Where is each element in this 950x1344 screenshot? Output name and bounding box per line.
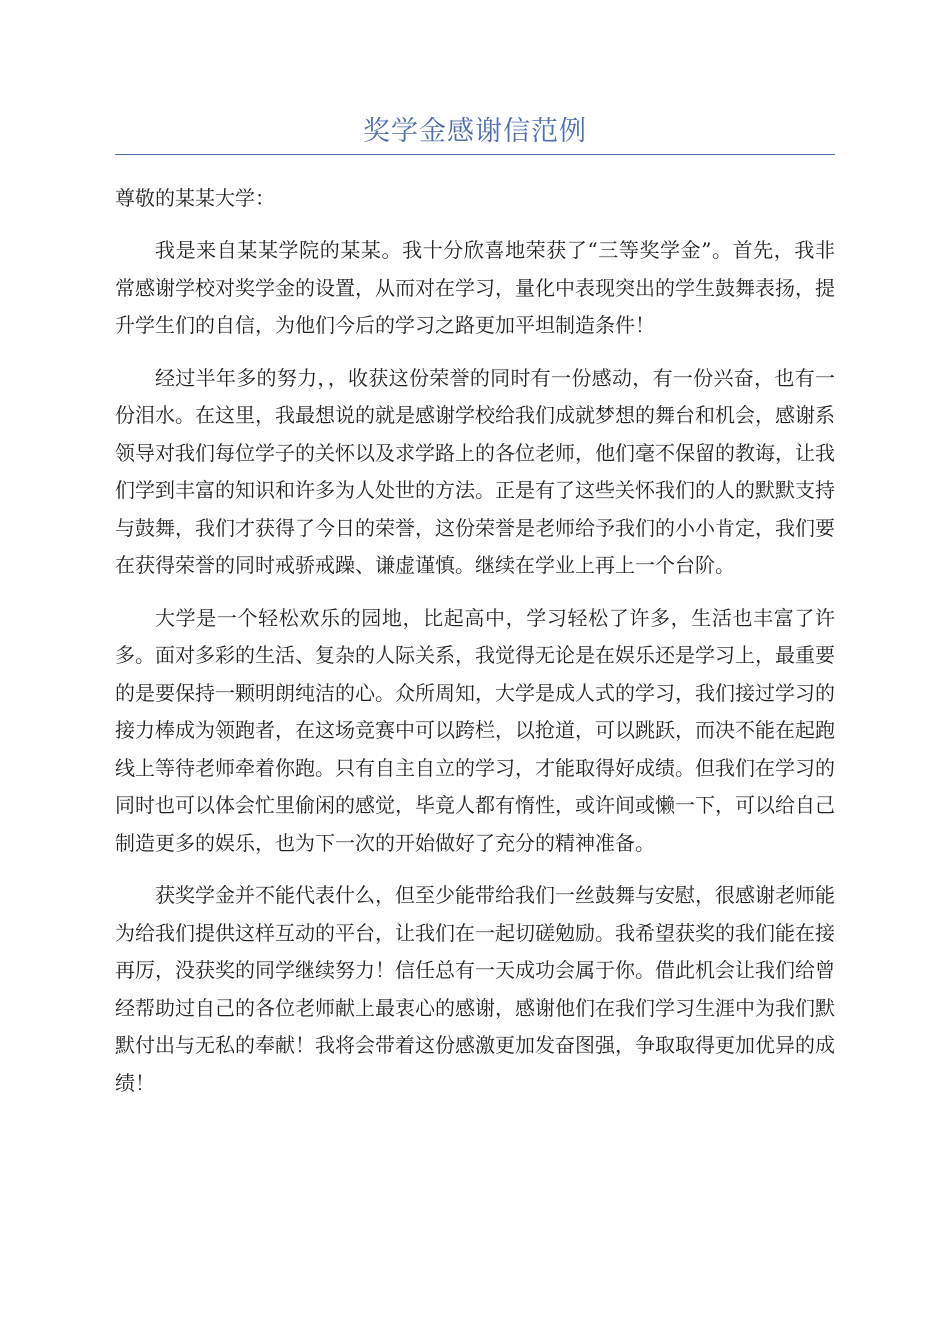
paragraph-4: 获奖学金并不能代表什么，但至少能带给我们一丝鼓舞与安慰，很感谢老师能为给我们提供这样互动的平台，让我们在一起切磋勉励。我希望获奖的我们能在接再厉，没获奖的同学继续努力！信任总有一天成功会属于你。借此机会让我们给曾经帮助过自己的各位老师献上最衷心的感谢，感谢他们在我们学习生涯中为我们默默付出与无私的奉献！我将会带着这份感激更加发奋图强，争取取得更加优异的成绩！ [115,883,835,1095]
title-underline [115,154,835,155]
paragraph-2: 经过半年多的努力，，收获这份荣誉的同时有一份感动，有一份兴奋，也有一份泪水。在这里，我最想说的就是感谢学校给我们成就梦想的舞台和机会，感谢系领导对我们每位学子的关怀以及求学路上的各位老师，他们毫不保留的教诲，让我们学到丰富的知识和许多为人处世的方法。正是有了这些关怀我们的人的默默支持与鼓舞，我们才获得了今日的荣誉，这份荣誉是老师给予我们的小小肯定，我们要在获得荣誉的同时戒骄戒躁、谦虚谨慎。继续在学业上再上一个台阶。 [115,365,835,577]
salutation: 尊敬的某某大学： [115,186,275,210]
document-title: 奖学金感谢信范例 [363,116,587,147]
document-page [115,112,835,1102]
paragraph-1: 我是来自某某学院的某某。我十分欣喜地荣获了“三等奖学金”。首先，我非常感谢学校对奖学金的设置，从而对在学习，量化中表现突出的学生鼓舞表扬，提升学生们的自信，为他们今后的学习之路更加平坦制造条件！ [115,238,835,337]
paragraph-3: 大学是一个轻松欢乐的园地，比起高中，学习轻松了许多，生活也丰富了许多。面对多彩的生活、复杂的人际关系，我觉得无论是在娱乐还是学习上，最重要的是要保持一颗明朗纯洁的心。众所周知，大学是成人式的学习，我们接过学习的接力棒成为领跑者，在这场竞赛中可以跨栏，以抢道，可以跳跃，而决不能在起跑线上等待老师牵着你跑。只有自主自立的学习，才能取得好成绩。但我们在学习的同时也可以体会忙里偷闲的感觉，毕竟人都有惰性，或许间或懒一下，可以给自己制造更多的娱乐，也为下一次的开始做好了充分的精神准备。 [115,605,835,855]
